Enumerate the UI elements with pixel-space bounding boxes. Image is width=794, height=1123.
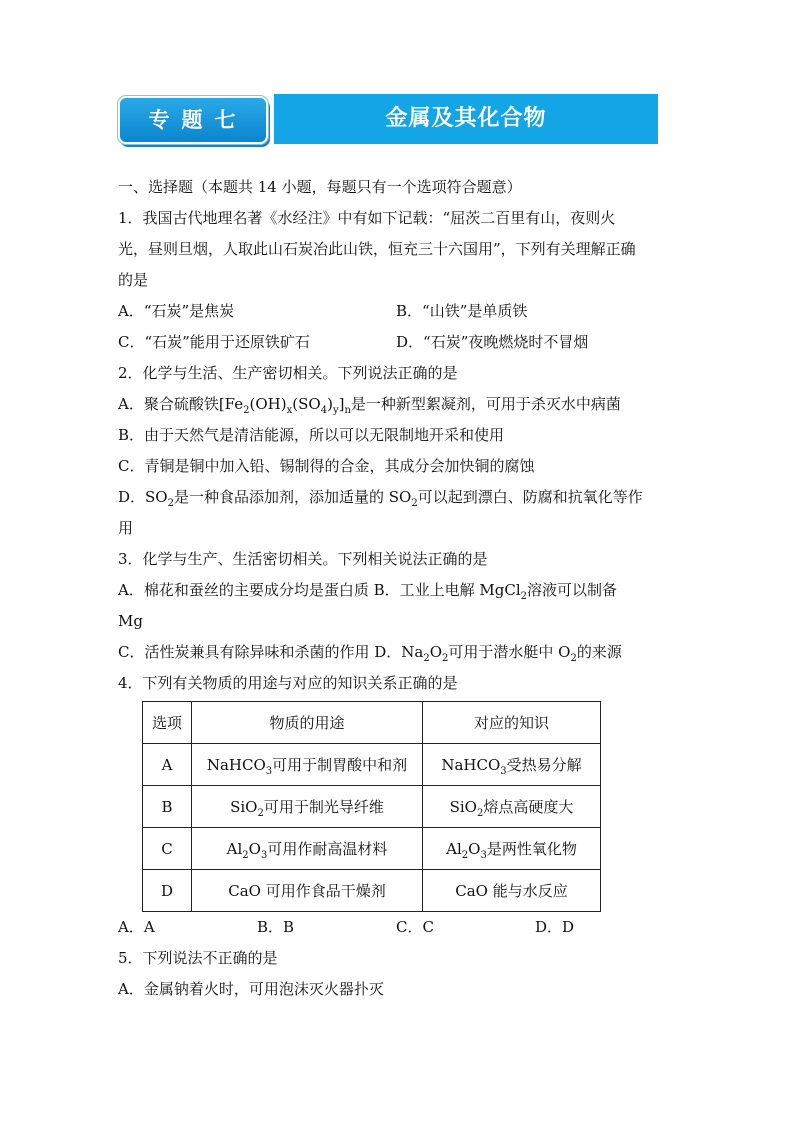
chapter-title: 金属及其化合物: [385, 106, 547, 131]
q1-options-cd: [118, 327, 674, 358]
question-content: [118, 172, 674, 1005]
q2-option-c: C．青铜是铜中加入铅、锡制得的合金，其成分会加快铜的腐蚀: [118, 457, 535, 475]
q2-option-d: D．$SO_2$是一种食品添加剂，添加适量的 $SO_2$可以起到漂白、防腐和抗氧化等作: [118, 488, 643, 509]
chapter-tag: [118, 96, 268, 144]
q1-option-c: C．“石炭”能用于还原铁矿石: [118, 333, 310, 351]
table-row: [143, 828, 601, 870]
q1-stem-line3: 的是: [118, 271, 149, 289]
q1-option-a: A．“石炭”是焦炭: [118, 302, 235, 320]
table-header: 物质的用途: [192, 702, 423, 744]
table-row: [143, 870, 601, 912]
table-cell: NaHCO$_3$受热易分解: [423, 744, 601, 786]
table-cell: $Al_2O_3$可用作耐高温材料: [192, 828, 423, 870]
q1-option-b: B．“山铁”是单质铁: [396, 302, 528, 320]
q4-choice-b: B．B: [257, 918, 295, 936]
table-cell: D: [143, 870, 192, 912]
q2-option-b: B．由于天然气是清洁能源，所以可以无限制地开采和使用: [118, 426, 505, 444]
chapter-title-bar: [274, 94, 658, 144]
q4-stem: 4．下列有关物质的用途与对应的知识关系正确的是: [118, 674, 458, 692]
table-cell: B: [143, 786, 192, 828]
table-cell: C: [143, 828, 192, 870]
q4-choices: [118, 912, 674, 943]
q4-table: [142, 701, 601, 912]
q1-options-ab: [118, 296, 674, 327]
q4-choice-c: C．C: [396, 918, 434, 936]
table-header-row: [143, 702, 601, 744]
q5-option-a: A．金属钠着火时，可用泡沫灭火器扑灭: [118, 980, 384, 998]
q1-stem-line2: 光，昼则旦烟，人取此山石炭冶此山铁，恒充三十六国用”，下列有关理解正确: [118, 240, 636, 258]
table-cell: SiO$_2$熔点高硬度大: [423, 786, 601, 828]
table-row: [143, 786, 601, 828]
q4-choice-d: D．D: [535, 918, 575, 936]
q3-stem: 3．化学与生产、生活密切相关。下列相关说法正确的是: [118, 550, 488, 568]
q2-option-d-cont: 用: [118, 519, 134, 537]
table-cell: SiO$_2$可用于制光导纤维: [192, 786, 423, 828]
table-cell: CaO 可用作食品干燥剂: [192, 870, 423, 912]
q1-option-d: D．“石炭”夜晚燃烧时不冒烟: [396, 333, 589, 351]
table-header: 对应的知识: [423, 702, 601, 744]
section-heading: 一、选择题（本题共 14 小题，每题只有一个选项符合题意）: [118, 178, 522, 196]
table-cell: A: [143, 744, 192, 786]
q3-options-ab-cont: Mg: [118, 612, 143, 630]
table-cell: NaHCO$_3$可用于制胃酸中和剂: [192, 744, 423, 786]
q1-stem-line1: 1．我国古代地理名著《水经注》中有如下记载：“屈茨二百里有山，夜则火: [118, 209, 616, 227]
q2-stem: 2．化学与生活、生产密切相关。下列说法正确的是: [118, 364, 458, 382]
table-cell: $Al_2O_3$是两性氧化物: [423, 828, 601, 870]
q3-options-cd: C．活性炭兼具有除异味和杀菌的作用 D．$Na_2O_2$可用于潜水艇中 $O_2$的来源: [118, 643, 622, 664]
q4-choice-a: A．A: [118, 918, 155, 936]
chapter-tag-label: 专题七: [148, 108, 248, 132]
table-header: 选项: [143, 702, 192, 744]
table-cell: CaO 能与水反应: [423, 870, 601, 912]
q5-stem: 5．下列说法不正确的是: [118, 949, 278, 967]
table-row: [143, 744, 601, 786]
q2-option-a: A．聚合硫酸铁$[Fe_2(OH)_x(SO_4)_y]_n$是一种新型絮凝剂，可用于杀灭水中病菌: [118, 395, 621, 416]
q3-options-ab: A．棉花和蚕丝的主要成分均是蛋白质 B．工业上电解 MgCl$_2$溶液可以制备: [118, 581, 618, 602]
chapter-header: [118, 94, 658, 144]
